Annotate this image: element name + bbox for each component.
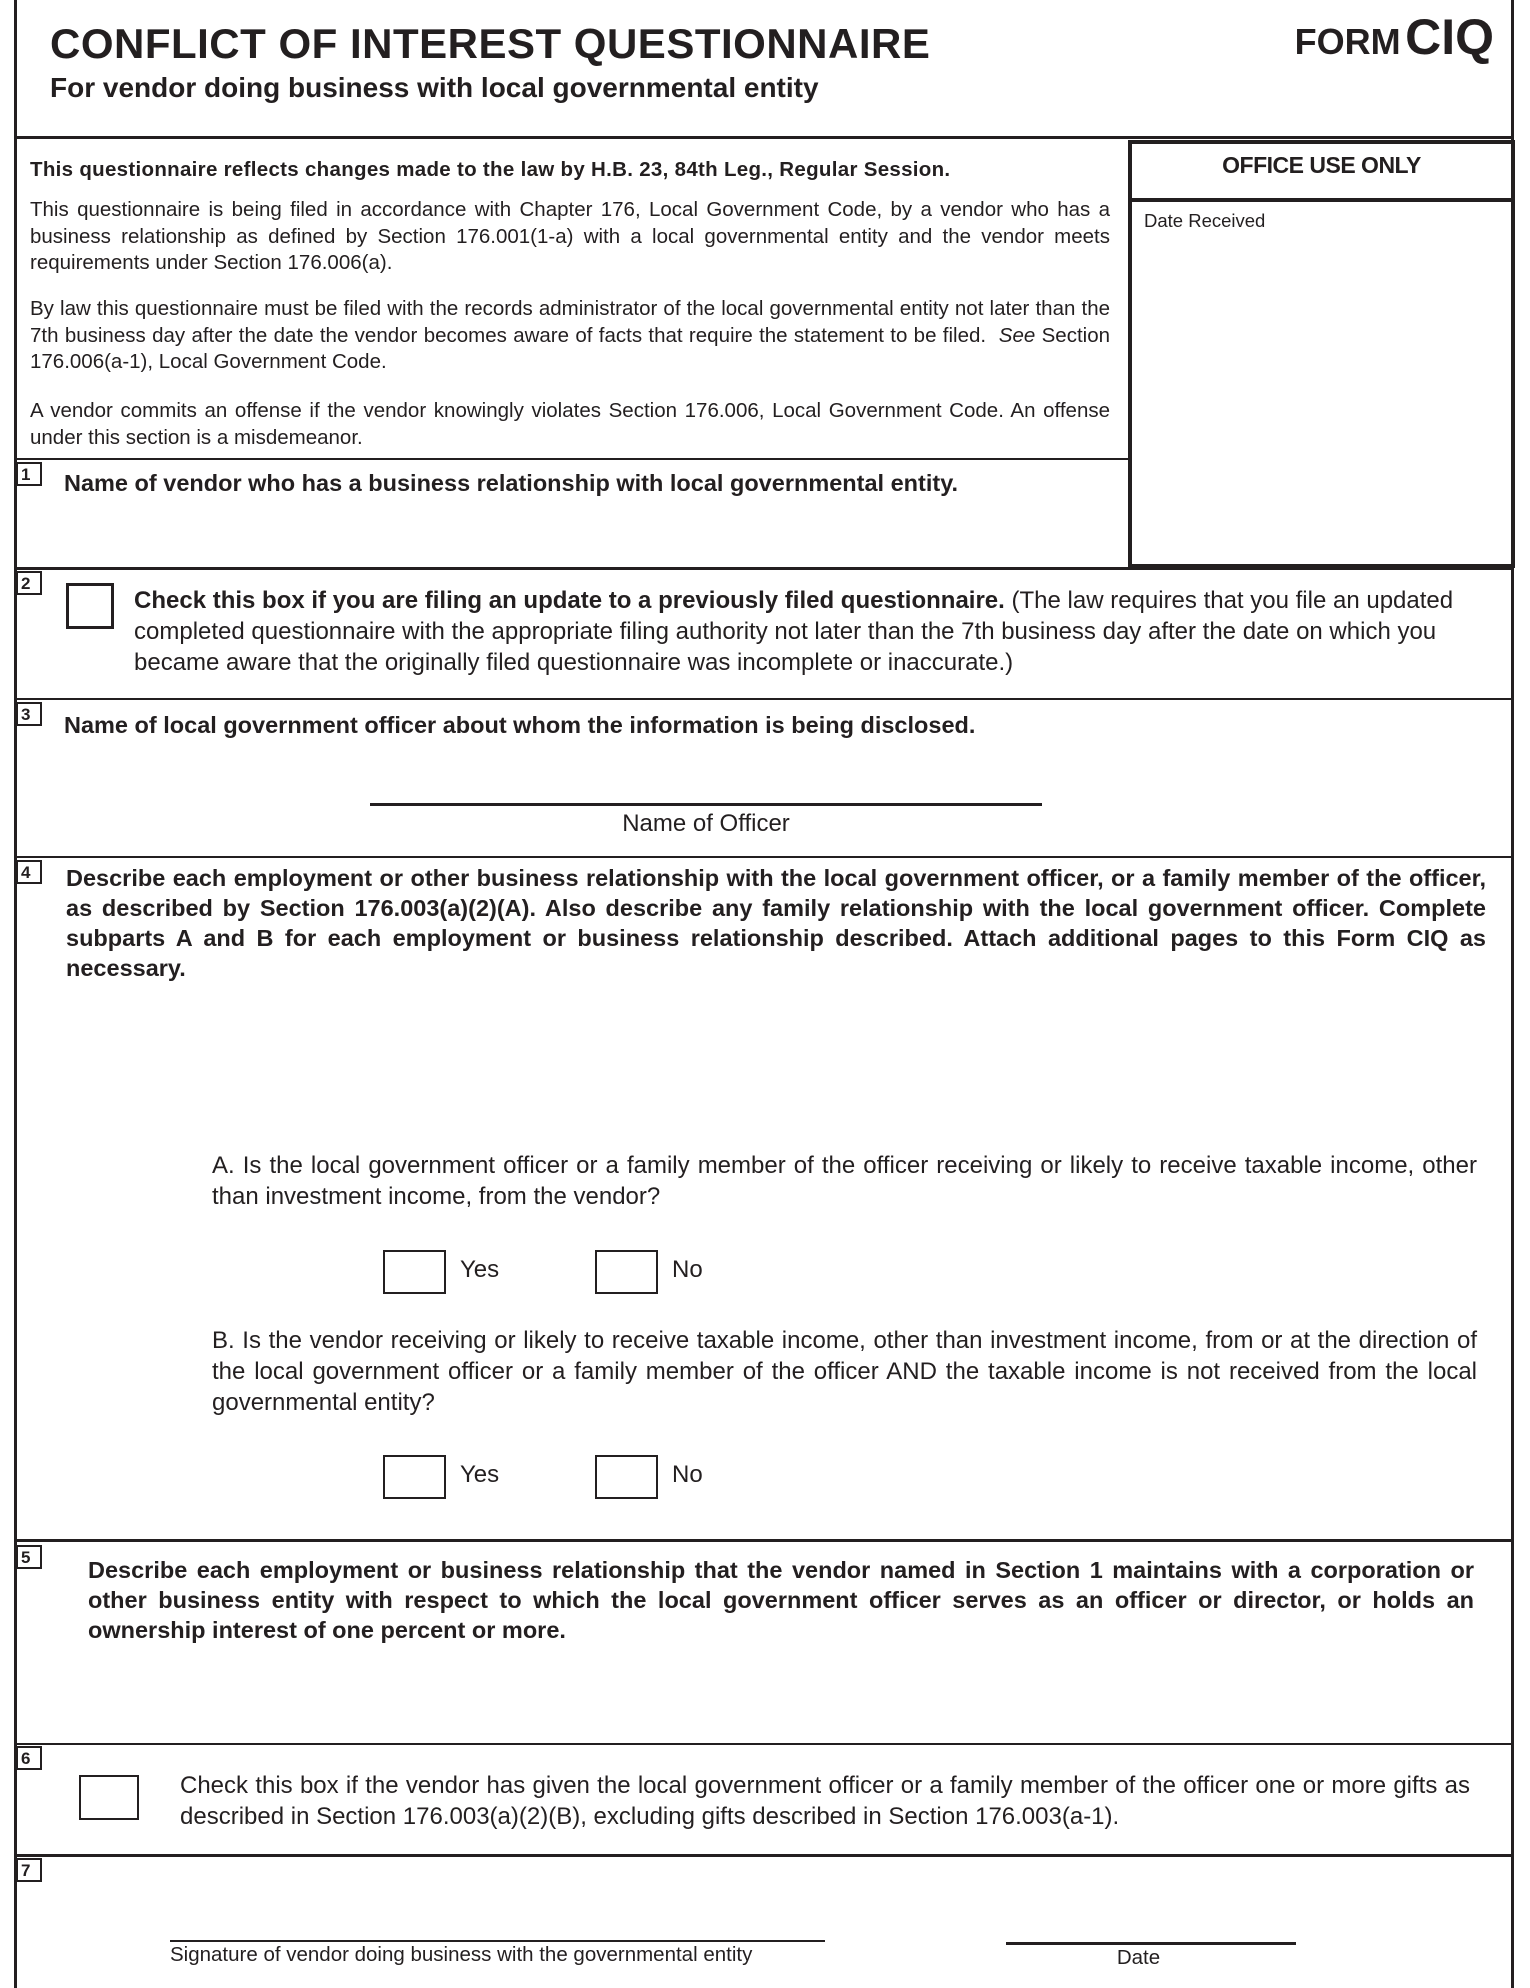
form-word: FORM — [1294, 21, 1401, 62]
section-number-6: 6 — [16, 1746, 42, 1770]
header-divider — [14, 136, 1514, 139]
section-number-5: 5 — [16, 1545, 42, 1569]
intro-paragraph-2 — [30, 296, 1110, 376]
section-1-heading: Name of vendor who has a business relationship with local governmental entity. — [64, 470, 959, 496]
form-code: CIQ — [1405, 9, 1494, 65]
question-b-no-label: No — [672, 1461, 703, 1488]
section-divider-6 — [14, 1743, 1514, 1745]
intro-paragraph-2-cite: Section 176.006(a-1), Local Government Code. — [30, 323, 1111, 373]
question-b-yes-checkbox[interactable] — [383, 1455, 446, 1499]
section-divider-5 — [14, 1539, 1514, 1542]
section-5-heading: Describe each employment or business relationship that the vendor named in Section 1 maintains with a corporation or other business entity with respect to which the local government officer serves as an officer or director, or holds an ownership interest of one percent or more. — [88, 1557, 1474, 1643]
office-use-divider — [1132, 198, 1511, 202]
intro-paragraph-2-main: By law this questionnaire must be filed with the records administrator of the local governmental entity not later than the 7th business day after the date the vendor becomes aware of facts that require the statement to be filed. — [30, 297, 1110, 347]
gifts-checkbox[interactable] — [79, 1775, 139, 1820]
section-number-7: 7 — [16, 1858, 42, 1882]
form-subtitle: For vendor doing business with local governmental entity — [50, 72, 819, 103]
section-2-note: (The law requires that you file an updated completed questionnaire with the appropriate filing authority not later than the 7th business day after the date on which you became aware that the originally filed questionnaire was incomplete or inaccurate.) — [134, 587, 1454, 676]
section-number-4: 4 — [16, 860, 42, 884]
question-a: A. Is the local government officer or a family member of the officer receiving or likely to receive taxable income, other than investment income, from the vendor? — [212, 1152, 1477, 1210]
signature-label: Signature of vendor doing business with the governmental entity — [170, 1943, 753, 1966]
section-divider-4 — [14, 856, 1514, 858]
question-a-yes-checkbox[interactable] — [383, 1250, 446, 1294]
question-a-no-checkbox[interactable] — [595, 1250, 658, 1294]
question-a-no-label: No — [672, 1256, 703, 1283]
intro-divider — [14, 458, 1128, 460]
section-2-bold: Check this box if you are filing an update to a previously filed questionnaire. — [134, 587, 1005, 614]
signature-line[interactable] — [170, 1940, 825, 1942]
question-b: B. Is the vendor receiving or likely to receive taxable income, other than investment income, from or at the direction of the local government officer or a family member of the officer AND the taxable income is not received from the local governmental entity? — [212, 1327, 1477, 1416]
law-change-notice: This questionnaire reflects changes made to the law by H.B. 23, 84th Leg., Regular Session. — [30, 158, 951, 181]
section-divider-3 — [14, 698, 1514, 700]
question-b-yes-label: Yes — [460, 1461, 500, 1488]
question-a-yes-label: Yes — [460, 1256, 500, 1283]
date-received-label: Date Received — [1144, 210, 1266, 231]
date-line[interactable] — [1006, 1942, 1296, 1945]
section-3-heading: Name of local government officer about whom the information is being disclosed. — [64, 712, 976, 738]
see-reference: See — [998, 323, 1036, 347]
officer-name-line[interactable] — [370, 803, 1042, 806]
section-4-heading: Describe each employment or other business relationship with the local government officer, or a family member of the officer, as described by Section 176.003(a)(2)(A). Also describe any family relationship with the local government officer. Complete subparts A and B for each employment or business relationship described. Attach additional pages to this Form CIQ as necessary. — [66, 865, 1486, 981]
section-2-text — [134, 585, 1464, 678]
update-checkbox[interactable] — [66, 583, 114, 629]
section-number-1: 1 — [16, 462, 42, 486]
form-id — [1295, 8, 1494, 66]
office-use-box — [1128, 140, 1515, 568]
office-use-title: OFFICE USE ONLY — [1222, 152, 1421, 178]
section-number-3: 3 — [16, 702, 42, 726]
date-label: Date — [1116, 1946, 1161, 1969]
officer-name-label: Name of Officer — [622, 810, 790, 837]
question-b-no-checkbox[interactable] — [595, 1455, 658, 1499]
section-6-text: Check this box if the vendor has given the local government officer or a family member of the officer one or more gifts as described in Section 176.003(a)(2)(B), excluding gifts described in Section 176.003(a-1). — [180, 1772, 1470, 1830]
intro-paragraph-3: A vendor commits an offense if the vendor knowingly violates Section 176.006, Local Government Code. An offense under this section is a misdemeanor. — [30, 399, 1110, 449]
form-title: CONFLICT OF INTEREST QUESTIONNAIRE — [50, 20, 931, 67]
section-divider-7 — [14, 1854, 1514, 1857]
section-number-2: 2 — [16, 571, 42, 595]
intro-paragraph-1: This questionnaire is being filed in accordance with Chapter 176, Local Government Code, by a vendor who has a business relationship as defined by Section 176.001(1-a) with a local governmental entity and the vendor meets requirements under Section 176.006(a). — [30, 198, 1110, 274]
